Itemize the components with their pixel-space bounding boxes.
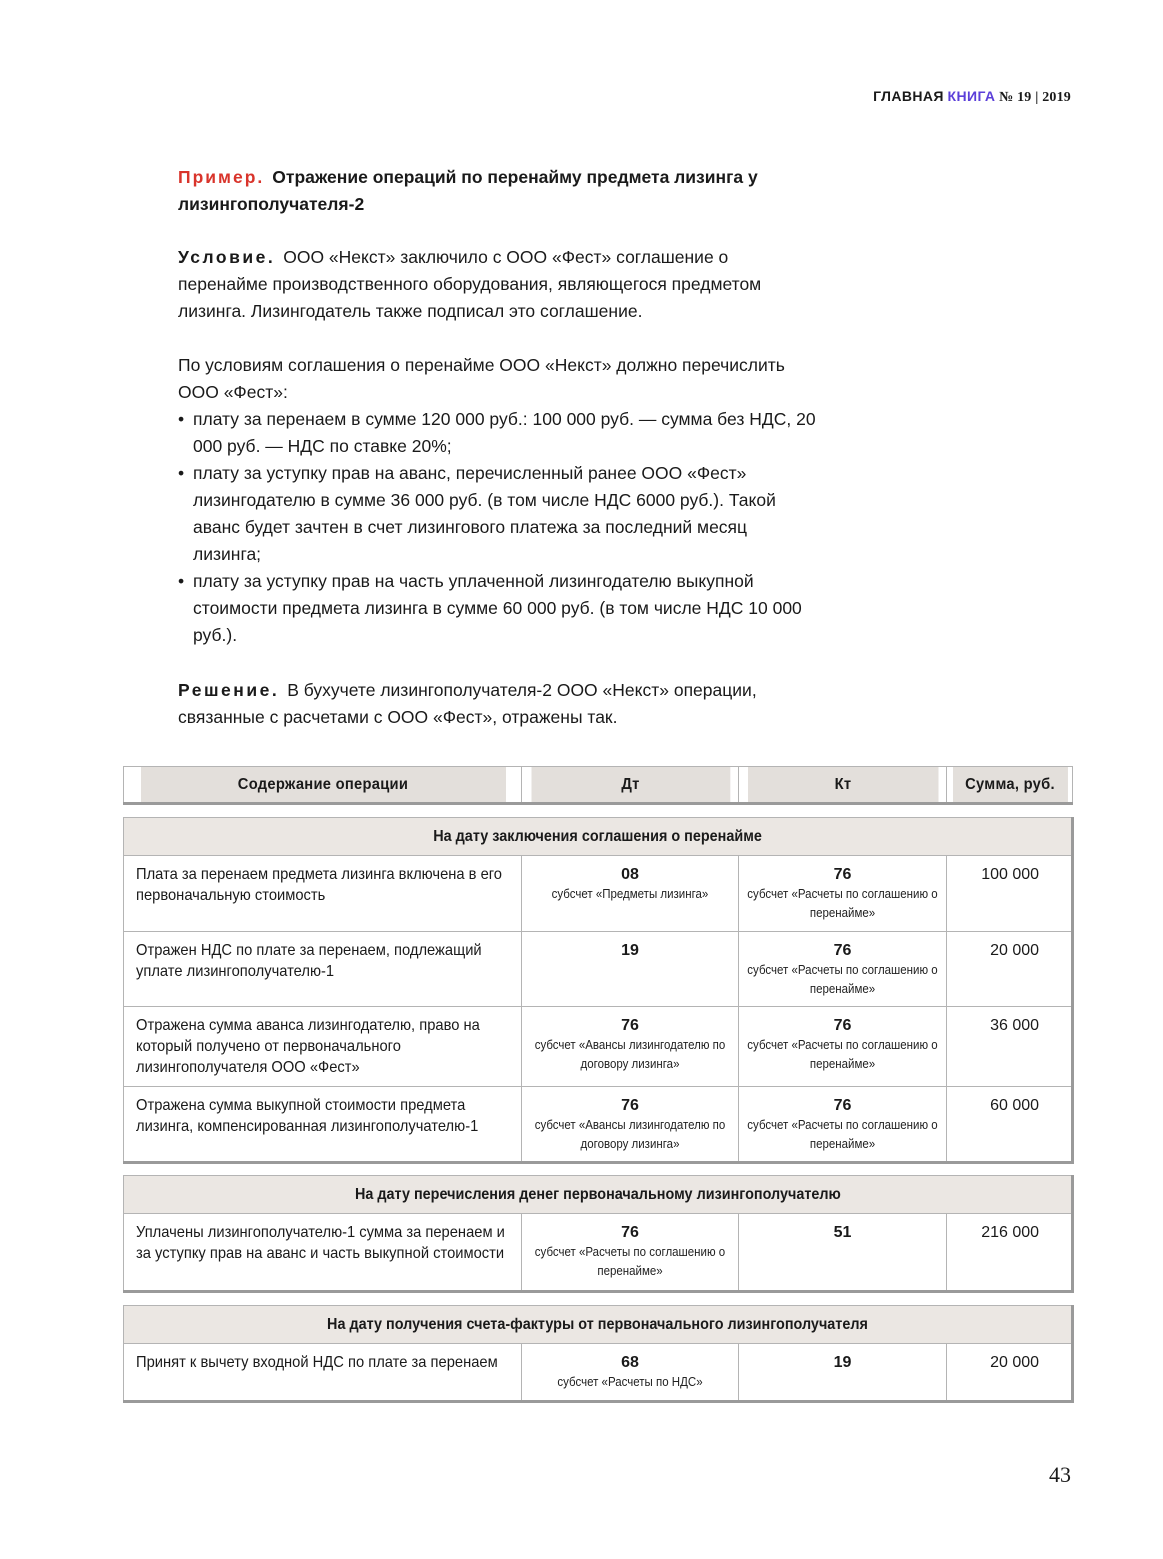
credit-account: 76 субсчет «Расчеты по соглашению о перенайме» xyxy=(739,856,947,932)
condition-text: ООО «Некст» заключило с ООО «Фест» соглашение о перенайме производственного оборудования, являющегося предметом лизинга. Лизингодатель также подписал это соглашение. xyxy=(178,247,762,321)
table-section xyxy=(123,817,1074,1164)
table-header xyxy=(123,766,1073,805)
credit-account: 51 xyxy=(739,1214,947,1292)
amount: 100 000 xyxy=(947,856,1073,932)
terms-intro: По условиям соглашения о перенайме ООО «Некст» должно перечислить ООО «Фест»: xyxy=(178,355,785,402)
amount: 60 000 xyxy=(947,1087,1073,1163)
amount: 216 000 xyxy=(947,1214,1073,1292)
solution-paragraph xyxy=(178,677,818,731)
section-title: На дату заключения соглашения о перенайме xyxy=(124,818,1073,856)
operation-description: Плата за перенаем предмета лизинга включена в его первоначальную стоимость xyxy=(124,856,522,932)
terms-list-item: • плату за уступку прав на аванс, перечисленный ранее ООО «Фест» лизингодателю в сумме 36 000 руб. (в том числе НДС 6000 руб.). Такой аванс будет зачтен в счет лизингового платежа за последний месяц лизинга; xyxy=(178,460,818,568)
terms-list-item: • плату за перенаем в сумме 120 000 руб.: 100 000 руб. — сумма без НДС, 20 000 руб. — НДС по ставке 20%; xyxy=(178,406,818,460)
debit-account: 76 субсчет «Расчеты по соглашению о перенайме» xyxy=(522,1214,739,1292)
table-row xyxy=(124,1007,1073,1087)
magazine-brand: ГЛАВНАЯ xyxy=(873,88,944,104)
amount: 20 000 xyxy=(947,932,1073,1007)
section-title: На дату получения счета-фактуры от первоначального лизингополучателя xyxy=(124,1306,1073,1344)
table-row xyxy=(124,932,1073,1007)
example-lead: Пример. xyxy=(178,167,265,187)
column-header-operation: Содержание операции xyxy=(139,767,505,804)
terms-list xyxy=(178,406,818,649)
table-section xyxy=(123,1305,1074,1403)
terms-list-item: • плату за уступку прав на часть уплаченной лизингодателю выкупной стоимости предмета лизинга в сумме 60 000 руб. (в том числе НДС 10 000 руб.). xyxy=(178,568,818,649)
credit-account: 76 субсчет «Расчеты по соглашению о перенайме» xyxy=(739,1087,947,1163)
table-row xyxy=(124,856,1073,932)
debit-account: 76 субсчет «Авансы лизингодателю по договору лизинга» xyxy=(522,1087,739,1163)
column-header-credit: Кт xyxy=(747,767,938,804)
section-title: На дату перечисления денег первоначальному лизингополучателю xyxy=(124,1176,1073,1214)
table-section xyxy=(123,1175,1074,1293)
table-row xyxy=(124,1344,1073,1402)
running-head xyxy=(873,88,1071,106)
credit-account: 76 субсчет «Расчеты по соглашению о перенайме» xyxy=(739,932,947,1007)
column-header-amount: Сумма, руб. xyxy=(952,767,1068,804)
magazine-brand-accent: КНИГА xyxy=(947,88,996,104)
amount: 36 000 xyxy=(947,1007,1073,1087)
issue-number: № 19 | 2019 xyxy=(999,90,1071,105)
table-row xyxy=(124,1087,1073,1163)
table-row xyxy=(124,1214,1073,1292)
solution-text: В бухучете лизингополучателя-2 ООО «Некст» операции, связанные с расчетами с ООО «Фест», отражены так. xyxy=(178,680,757,727)
debit-account: 68 субсчет «Расчеты по НДС» xyxy=(522,1344,739,1402)
operation-description: Отражена сумма выкупной стоимости предмета лизинга, компенсированная лизингополучателю-1 xyxy=(124,1087,522,1163)
debit-account: 76 субсчет «Авансы лизингодателю по договору лизинга» xyxy=(522,1007,739,1087)
column-header-debit: Дт xyxy=(530,767,730,804)
operation-description: Отражена сумма аванса лизингодателю, право на который получено от первоначального лизингополучателя ООО «Фест» xyxy=(124,1007,522,1087)
operation-description: Отражен НДС по плате за перенаем, подлежащий уплате лизингополучателю-1 xyxy=(124,932,522,1007)
solution-lead: Решение. xyxy=(178,680,280,700)
condition-paragraph xyxy=(178,244,818,325)
debit-account: 19 xyxy=(522,932,739,1007)
example-title: Отражение операций по перенайму предмета лизинга у лизингополучателя-2 xyxy=(178,167,758,214)
amount: 20 000 xyxy=(947,1344,1073,1402)
operation-description: Принят к вычету входной НДС по плате за перенаем xyxy=(124,1344,522,1402)
terms-block xyxy=(178,352,818,649)
condition-lead: Условие. xyxy=(178,247,276,267)
debit-account: 08 субсчет «Предметы лизинга» xyxy=(522,856,739,932)
operation-description: Уплачены лизингополучателю-1 сумма за перенаем и за уступку прав на аванс и часть выкупной стоимости xyxy=(124,1214,522,1292)
page-number: 43 xyxy=(1049,1462,1071,1487)
credit-account: 19 xyxy=(739,1344,947,1402)
example-heading xyxy=(178,164,818,218)
credit-account: 76 субсчет «Расчеты по соглашению о перенайме» xyxy=(739,1007,947,1087)
